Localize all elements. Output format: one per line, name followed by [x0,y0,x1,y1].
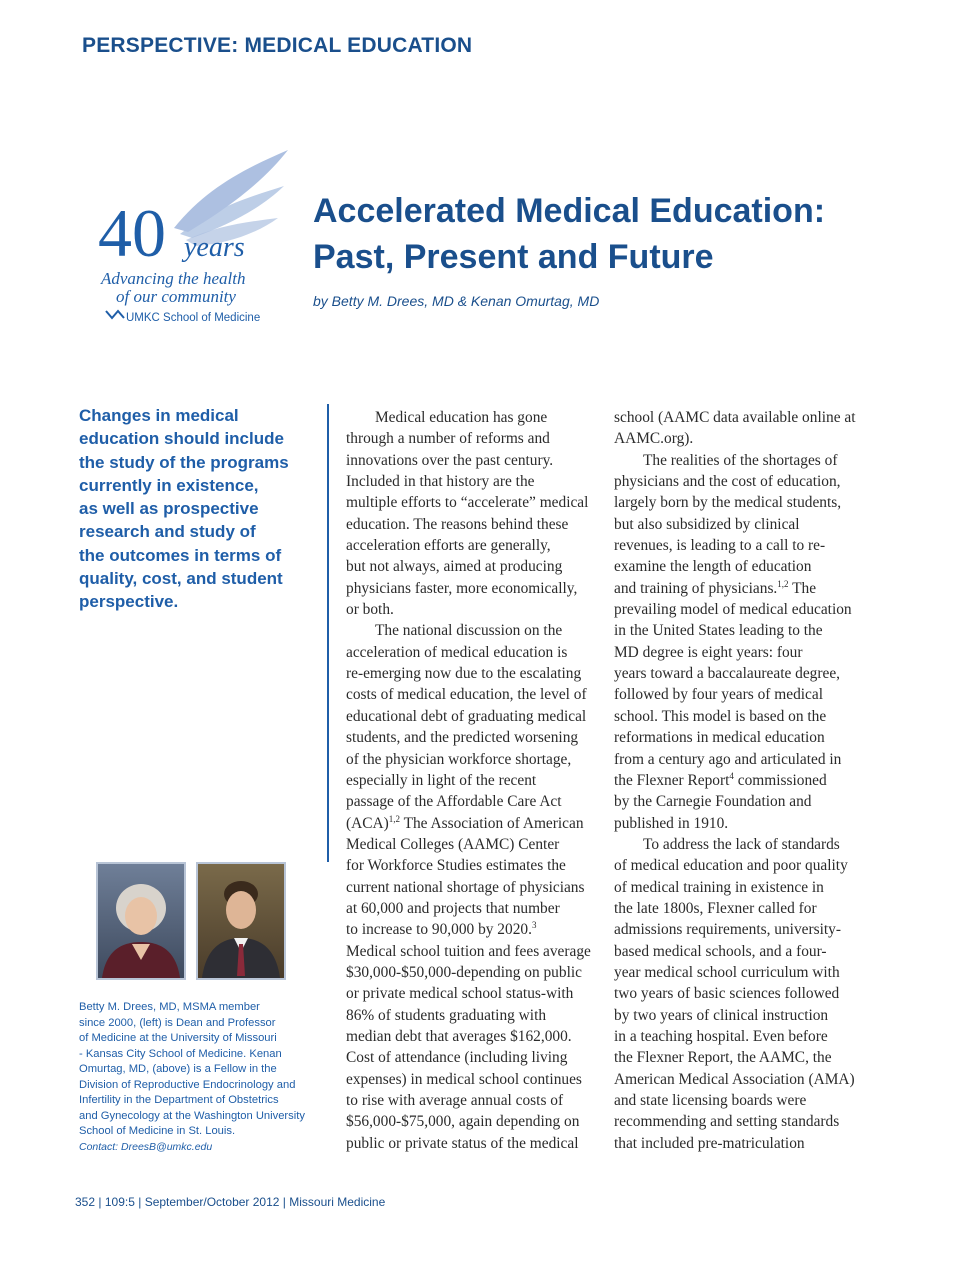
logo-school: UMKC School of Medicine [126,312,261,324]
body-line: innovations over the past century. [346,451,554,469]
body-line: Included in that history are the [346,473,535,491]
body-line: of medical training in existence in [614,878,824,896]
body-line: American Medical Association (AMA) [614,1070,855,1088]
caption-line: Omurtag, MD, (above) is a Fellow in the [79,1063,277,1075]
body-line: from a century ago and articulated in [614,750,842,768]
body-line: median debt that averages $162,000. [346,1027,572,1045]
body-line: or private medical school status-with [346,985,574,1003]
footer-separator: | [282,1195,286,1209]
body-line: the Flexner Report, the AAMC, the [614,1049,832,1067]
body-line: recommending and setting standards [614,1113,840,1131]
byline: by Betty M. Drees, MD & Kenan Omurtag, MD [313,293,600,309]
body-line: Cost of attendance (including living [346,1049,568,1067]
body-text: commissioned [733,771,827,789]
body-line: Medical school tuition and fees average [346,942,591,960]
body-line: and state licensing boards were [614,1092,807,1109]
page-footer [75,1195,385,1209]
body-line: two years of basic sciences followed [614,985,840,1003]
body-line: education. The reasons behind these [346,515,569,533]
body-line [614,578,864,599]
citation-ref: 3 [531,920,537,931]
body-line: followed by four years of medical [614,686,823,704]
body-line: year medical school curriculum with [614,963,840,981]
pull-quote-line: as well as prospective [79,499,259,519]
body-line: reformations in medical education [614,729,825,747]
body-column-2 [614,407,864,1154]
footer-separator: | [138,1195,142,1209]
citation-ref: 1,2 [777,578,789,589]
body-line: through a number of reforms and [346,430,550,448]
body-line: 86% of students graduating with [346,1006,547,1024]
body-text: the Flexner Report [614,771,730,789]
pull-quote-line: education should include [79,429,284,449]
body-line: Medical Colleges (AAMC) Center [346,835,560,853]
body-line: to rise with average annual costs of [346,1092,564,1109]
body-line: based medical schools, and a four- [614,942,827,960]
body-line: passage of the Affordable Care Act [346,793,562,811]
column-divider [327,404,329,862]
body-line: physicians and the cost of education, [614,473,841,491]
pull-quote-line: currently in existence, [79,475,259,495]
body-line: the late 1800s, Flexner called for [614,899,817,917]
issue-date: September/October 2012 [144,1195,280,1209]
body-text: and training of physicians. [614,579,778,597]
body-line [346,813,601,834]
body-line: $56,000-$75,000, again depending on [346,1113,580,1131]
caption-line: of Medicine at the University of Missouri [79,1032,277,1044]
body-line: multiple efforts to “accelerate” medical [346,494,589,512]
body-line: school (AAMC data available online at [614,409,856,426]
body-line: revenues, is leading to a call to re- [614,537,826,555]
author-photo-drees [96,862,186,980]
body-line: prevailing model of medical education [614,601,852,619]
caption-line: School of Medicine in St. Louis. [79,1125,236,1137]
caption-line: - Kansas City School of Medicine. Kenan [79,1047,282,1060]
body-text: The Association of American [403,814,584,832]
author-caption [79,1000,329,1155]
anniversary-logo [96,148,296,328]
body-line: at 60,000 and projects that number [346,899,560,917]
body-line: current national shortage of physicians [346,878,585,896]
body-line: educational debt of graduating medical [346,707,587,725]
body-line: MD degree is eight years: four [614,643,803,661]
pull-quote-line: research and study of [79,522,256,542]
author-photo-omurtag [196,862,286,980]
citation-ref: 4 [729,770,734,781]
body-line: The realities of the shortages of [643,451,838,469]
caption-line: Betty M. Drees, MD, MSMA member [79,1001,260,1013]
body-line: students, and the predicted worsening [346,729,579,747]
body-line: costs of medical education, the level of [346,686,587,704]
pull-quote-line: the study of the programs [79,452,289,472]
body-line: of medical education and poor quality [614,857,848,875]
pull-quote-line: the outcomes in terms of [79,545,282,565]
issue-number: 109:5 [104,1195,135,1209]
body-line: Medical education has gone [375,409,548,426]
body-line: admissions requirements, university- [614,921,841,939]
body-line: that included pre-matriculation [614,1134,805,1152]
body-line [614,770,864,791]
body-line: but not always, aimed at producing [346,558,563,576]
caption-line: and Gynecology at the Washington University [79,1109,305,1122]
logo-word: years [184,232,245,263]
footer-separator: | [98,1195,102,1209]
article-title-line-1: Accelerated Medical Education: [313,192,826,230]
contact-email: Contact: DreesB@umkc.edu [79,1140,213,1153]
article-title-line-2: Past, Present and Future [313,238,714,276]
logo-tagline-2: of our community [116,287,236,306]
caption-line: Division of Reproductive Endocrinology and [79,1078,296,1091]
body-line: but also subsidized by clinical [614,515,800,533]
caption-line: since 2000, (left) is Dean and Professor [79,1016,276,1029]
pull-quote [79,404,314,614]
body-line: To address the lack of standards [643,835,840,853]
body-line: examine the length of education [614,558,812,576]
body-line: by two years of clinical instruction [614,1006,829,1024]
article-title [313,188,933,280]
page-number: 352 [75,1195,96,1209]
body-line: public or private status of the medical [346,1134,579,1152]
section-header: PERSPECTIVE: MEDICAL EDUCATION [82,34,473,57]
pull-quote-line: perspective. [79,592,179,612]
umkc-mark-icon [106,311,124,318]
body-line: by the Carnegie Foundation and [614,793,812,811]
body-line: years toward a baccalaureate degree, [614,665,841,683]
body-line: published in 1910. [614,814,729,832]
body-column-1 [346,407,601,1154]
caption-line: Infertility in the Department of Obstetrics [79,1094,279,1106]
body-line: acceleration of medical education is [346,643,568,661]
pull-quote-line: Changes in medical [79,406,239,425]
logo-tagline-1: Advancing the health [101,269,246,288]
logo-number: 40 [98,195,166,271]
body-line: AAMC.org). [614,430,694,448]
pull-quote-line: quality, cost, and student [79,569,283,589]
body-line: expenses) in medical school continues [346,1070,582,1088]
body-line: in the United States leading to the [614,622,823,640]
body-line: school. This model is based on the [614,707,827,725]
body-line: physicians faster, more economically, [346,579,578,597]
body-line: for Workforce Studies estimates the [346,857,566,875]
body-line: acceleration efforts are generally, [346,537,551,555]
citation-ref: 1,2 [388,813,400,824]
body-line: re-emerging now due to the escalating [346,665,582,683]
body-line: The national discussion on the [375,622,563,640]
body-line: especially in light of the recent [346,771,537,789]
journal-name: Missouri Medicine [289,1195,386,1209]
body-text: to increase to 90,000 by 2020. [346,921,532,939]
body-text: (ACA) [346,814,389,832]
body-line: $30,000-$50,000-depending on public [346,963,582,981]
body-line [346,919,601,940]
body-line: in a teaching hospital. Even before [614,1027,828,1045]
body-text: The [788,579,817,597]
body-line: of the physician workforce shortage, [346,750,572,768]
body-line: or both. [346,601,394,619]
body-line: largely born by the medical students, [614,494,842,512]
